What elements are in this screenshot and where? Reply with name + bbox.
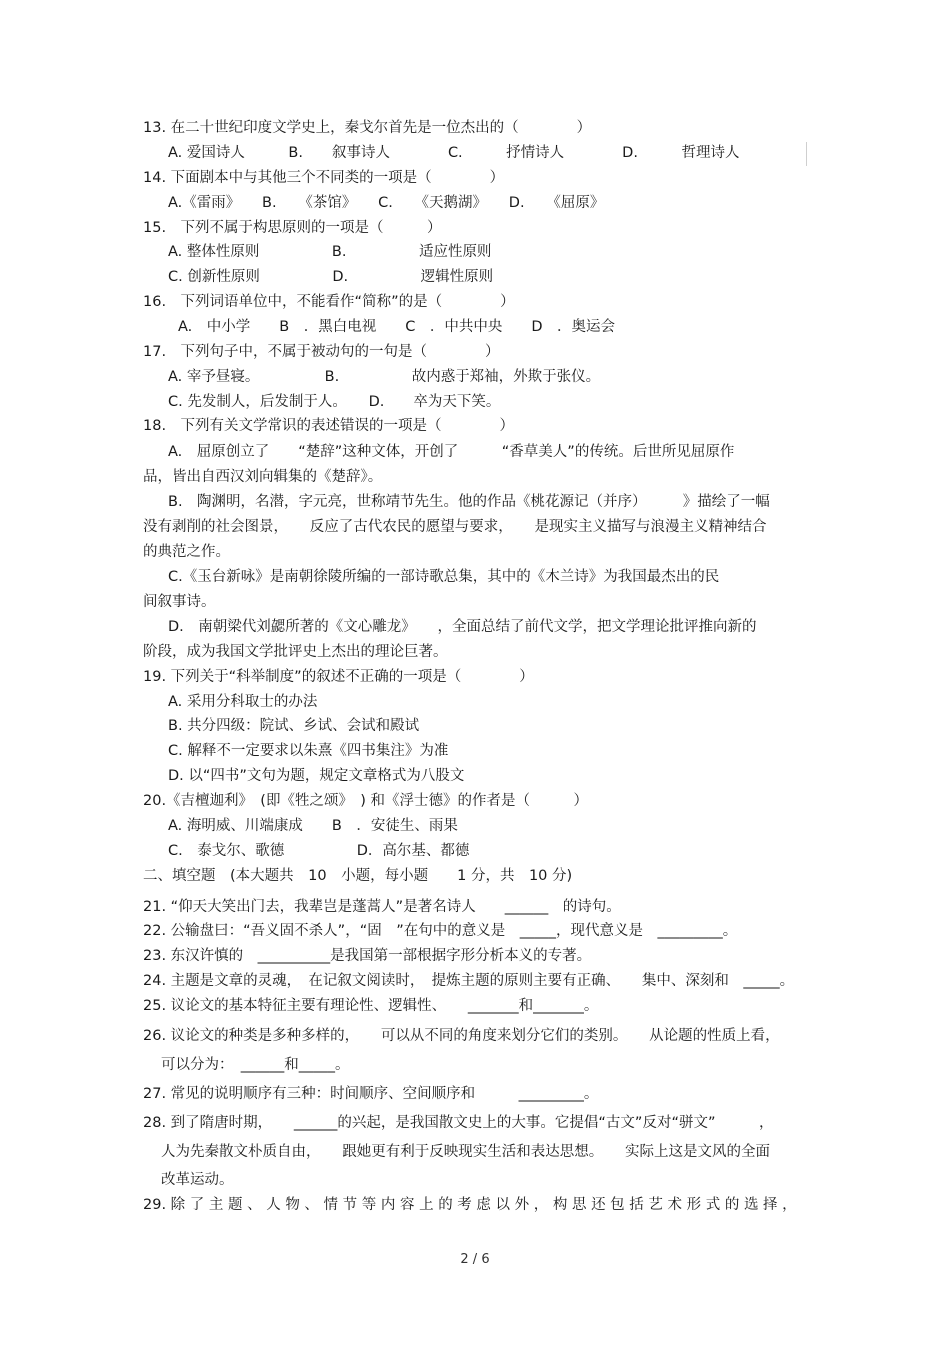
text-line: 13. 在二十世纪印度文学史上，秦戈尔首先是一位杰出的（ ） — [143, 120, 592, 136]
text-line: A. 屈原创立了 “楚辞”这种文体，开创了 “香草美人”的传统。后世所见屈原作 — [168, 444, 735, 460]
text-line: C. 解释不一定要求以朱熹《四书集注》为准 — [168, 743, 449, 759]
text-line: 二、填空题 (本大题共 10 小题，每小题 1 分，共 10 分) — [143, 868, 573, 884]
text-line: 25. 议论文的基本特征主要有理论性、逻辑性、 _______和_______。 — [143, 998, 599, 1014]
text-line: 23. 东汉许慎的 __________是我国第一部根据字形分析本义的专著。 — [143, 948, 592, 964]
text-line: B. 陶渊明，名潜，字元亮，世称靖节先生。他的作品《桃花源记（并序） 》描绘了一幅 — [168, 494, 770, 510]
text-line: A. 采用分科取士的办法 — [168, 694, 318, 710]
text-line: 15. 下列不属于构思原则的一项是（ ） — [143, 220, 442, 236]
text-line: 26. 议论文的种类是多种多样的， 可以从不同的角度来划分它们的类别。 从论题的性质上看， — [143, 1028, 780, 1044]
text-line: A. 宰予昼寝。 B. 故内惑于郑袖，外欺于张仪。 — [168, 369, 601, 385]
text-line: 21. “仰天大笑出门去，我辈岂是蓬蒿人”是著名诗人 ______ 的诗句。 — [143, 899, 621, 915]
text-line: 28. 到了隋唐时期， ______的兴起，是我国散文史上的大事。它提倡“古文”反对“骈文” ， — [143, 1115, 774, 1131]
text-line: C. 泰戈尔、歌德 D．高尔基、都德 — [168, 843, 470, 859]
text-line: 24. 主题是文章的灵魂， 在记叙文阅读时， 提炼主题的原则主要有正确、 集中、深刻和 _____。 — [143, 973, 795, 989]
text-line: D. 以“四书”文句为题，规定文章格式为八股文 — [168, 768, 465, 784]
text-line: A. 爱国诗人 B. 叙事诗人 C. 抒情诗人 D. 哲理诗人 — [168, 145, 740, 161]
text-line: 没有剥削的社会图景， 反应了古代农民的愿望与要求， 是现实主义描写与浪漫主义精神结合 — [143, 519, 767, 535]
text-line: 的典范之作。 — [143, 544, 230, 560]
text-line: 19. 下列关于“科举制度”的叙述不正确的一项是（ ） — [143, 669, 534, 685]
text-line: B. 共分四级：院试、乡试、会试和殿试 — [168, 718, 420, 734]
text-line: 22. 公输盘曰：“吾义固不杀人”，“固 ”在句中的意义是 _____，现代意义是 _________。 — [143, 923, 738, 939]
text-line: C.《玉台新咏》是南朝徐陵所编的一部诗歌总集，其中的《木兰诗》为我国最杰出的民 — [168, 569, 720, 585]
text-line: C. 先发制人，后发制于人。 D. 卒为天下笑。 — [168, 394, 501, 410]
text-line: C. 创新性原则 D. 逻辑性原则 — [168, 269, 494, 285]
text-line: A. 整体性原则 B. 适应性原则 — [168, 244, 492, 260]
text-line: 17. 下列句子中，不属于被动句的一句是（ ） — [143, 344, 500, 360]
text-line: 29. 除 了 主 题 、 人 物 、 情 节 等 内 容 上 的 考 虑 以 外 ， 构 思 还 包 括 艺 术 形 式 的 选 择 ， — [143, 1197, 797, 1213]
text-line: 品，皆出自西汉刘向辑集的《楚辞》。 — [143, 469, 383, 485]
text-line: A.《雷雨》 B. 《茶馆》 C. 《天鹅湖》 D. 《屈原》 — [168, 195, 605, 211]
text-line: 阶段，成为我国文学批评史上杰出的理论巨著。 — [143, 644, 448, 660]
text-line: 间叙事诗。 — [143, 594, 216, 610]
text-line: 可以分为： ______和_____。 — [161, 1057, 350, 1073]
text-line: D. 南朝梁代刘勰所著的《文心雕龙》 ，全面总结了前代文学，把文学理论批评推向新的 — [168, 619, 757, 635]
text-line: 16. 下列词语单位中，不能看作“简称”的是（ ） — [143, 294, 515, 310]
text-line: 改革运动。 — [161, 1172, 234, 1188]
text-line: 27. 常见的说明顺序有三种：时间顺序、空间顺序和 _________。 — [143, 1086, 599, 1102]
margin-rule — [806, 142, 807, 166]
text-line: A. 中小学 B ．黑白电视 C ．中共中央 D ．奥运会 — [178, 319, 616, 335]
text-line: A. 海明威、川端康成 B ．安徒生、雨果 — [168, 818, 458, 834]
text-line: 14. 下面剧本中与其他三个不同类的一项是（ ） — [143, 170, 505, 186]
text-line: 人为先秦散文朴质自由， 跟她更有利于反映现实生活和表达思想。 实际上这是文风的全面 — [161, 1144, 770, 1160]
text-line: 20.《吉檀迦利》 (即《牲之颂》 ) 和《浮士德》的作者是（ ） — [143, 793, 588, 809]
page-number: 2 / 6 — [460, 1252, 490, 1267]
text-line: 18. 下列有关文学常识的表述错误的一项是（ ） — [143, 418, 515, 434]
